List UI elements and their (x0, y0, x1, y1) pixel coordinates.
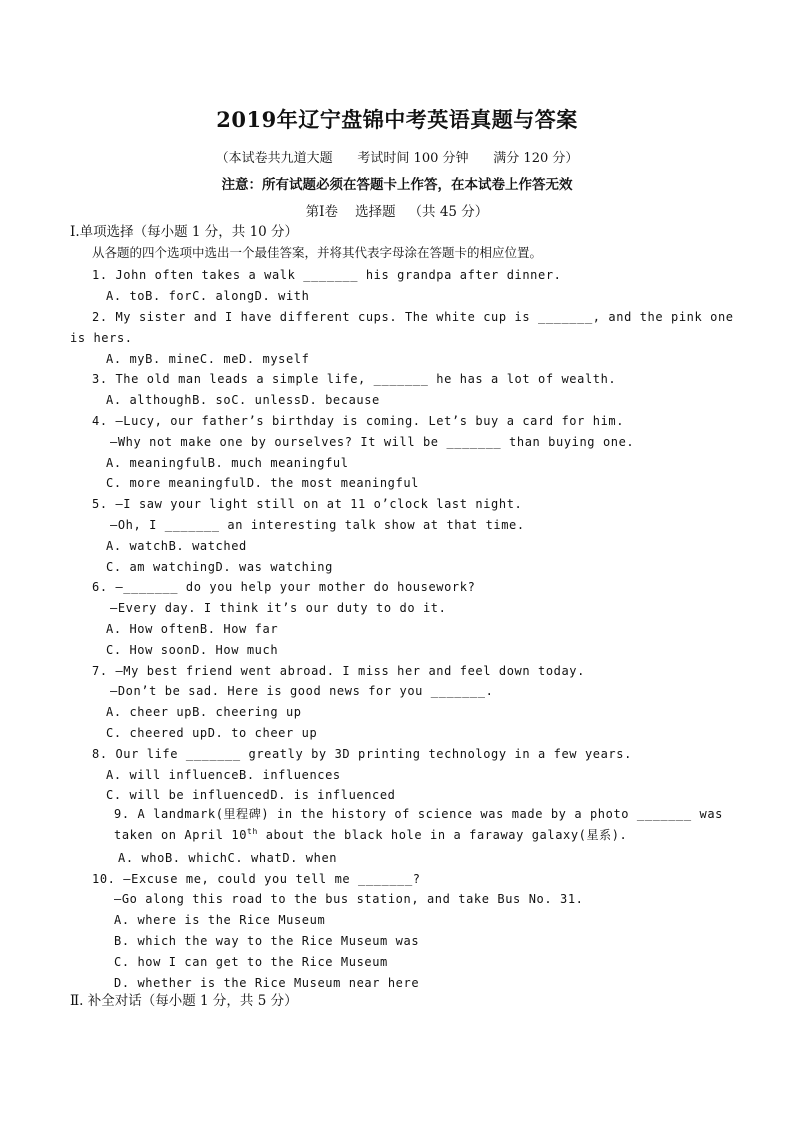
question-2-options: A. myB. mineC. meD. myself (106, 352, 310, 366)
question-6-options-cd: C. How soonD. How much (106, 643, 279, 657)
question-10-option-d: D. whether is the Rice Museum near here (114, 976, 420, 990)
question-10-option-b: B. which the way to the Rice Museum was (114, 934, 420, 948)
section-2-heading: Ⅱ. 补全对话（每小题 1 分，共 5 分） (70, 993, 298, 1009)
question-7-stem: 7. —My best friend went abroad. I miss her and feel down today. (92, 664, 585, 678)
section-1-instruction: 从各题的四个选项中选出一个最佳答案，并将其代表字母涂在答题卡的相应位置。 (92, 245, 543, 260)
question-3-options: A. althoughB. soC. unlessD. because (106, 393, 380, 407)
question-9-stem: 9. A landmark(里程碑) in the history of science was made by a photo _______ was (114, 807, 723, 821)
exam-notice: 注意：所有试题必须在答题卡上作答，在本试卷上作答无效 (221, 177, 573, 193)
question-4-stem: 4. —Lucy, our father’s birthday is coming. Let’s buy a card for him. (92, 414, 625, 428)
question-7-reply: —Don’t be sad. Here is good news for you _______. (110, 684, 494, 698)
question-10-option-a: A. where is the Rice Museum (114, 913, 326, 927)
question-10-stem: 10. —Excuse me, could you tell me _______? (92, 872, 421, 886)
question-10-option-c: C. how I can get to the Rice Museum (114, 955, 388, 969)
volume-heading: 第Ⅰ卷 选择题 （共 45 分） (305, 204, 489, 220)
question-9-stem-continued (114, 827, 627, 843)
question-1-stem: 1. John often takes a walk _______ his grandpa after dinner. (92, 268, 562, 282)
ordinal-suffix: th (247, 827, 258, 836)
question-9-date-text: taken on April 10 (114, 828, 248, 842)
question-1-options: A. toB. forC. alongD. with (106, 289, 310, 303)
question-8-stem: 8. Our life _______ greatly by 3D printing technology in a few years. (92, 747, 632, 761)
question-3-stem: 3. The old man leads a simple life, _______ he has a lot of wealth. (92, 372, 617, 386)
question-8-options-cd: C. will be influencedD. is influenced (106, 788, 396, 802)
question-6-stem: 6. —_______ do you help your mother do housework? (92, 580, 476, 594)
section-1-heading: Ⅰ.单项选择（每小题 1 分，共 10 分） (70, 224, 299, 240)
question-2-stem: 2. My sister and I have different cups. The white cup is _______, and the pink one (92, 310, 734, 324)
question-5-stem: 5. —I saw your light still on at 11 o’clock last night. (92, 497, 523, 511)
exam-title: 2019年辽宁盘锦中考英语真题与答案 (216, 107, 578, 132)
question-6-options-ab: A. How oftenB. How far (106, 622, 279, 636)
question-4-options-ab: A. meaningfulB. much meaningful (106, 456, 349, 470)
question-4-reply: —Why not make one by ourselves? It will be _______ than buying one. (110, 435, 635, 449)
question-5-options-cd: C. am watchingD. was watching (106, 560, 333, 574)
question-7-options-ab: A. cheer upB. cheering up (106, 705, 302, 719)
question-10-reply: —Go along this road to the bus station, and take Bus No. 31. (114, 892, 584, 906)
question-9-date-rest: about the black hole in a faraway galaxy(星系). (257, 828, 628, 842)
question-7-options-cd: C. cheered upD. to cheer up (106, 726, 318, 740)
question-8-options-ab: A. will influenceB. influences (106, 768, 341, 782)
question-2-stem-continued: is hers. (70, 331, 133, 345)
question-5-reply: —Oh, I _______ an interesting talk show at that time. (110, 518, 525, 532)
question-6-reply: —Every day. I think it’s our duty to do it. (110, 601, 447, 615)
question-4-options-cd: C. more meaningfulD. the most meaningful (106, 476, 419, 490)
question-5-options-ab: A. watchB. watched (106, 539, 247, 553)
exam-subtitle: （本试卷共九道大题 考试时间 100 分钟 满分 120 分） (215, 151, 579, 166)
question-9-options: A. whoB. whichC. whatD. when (118, 851, 338, 865)
